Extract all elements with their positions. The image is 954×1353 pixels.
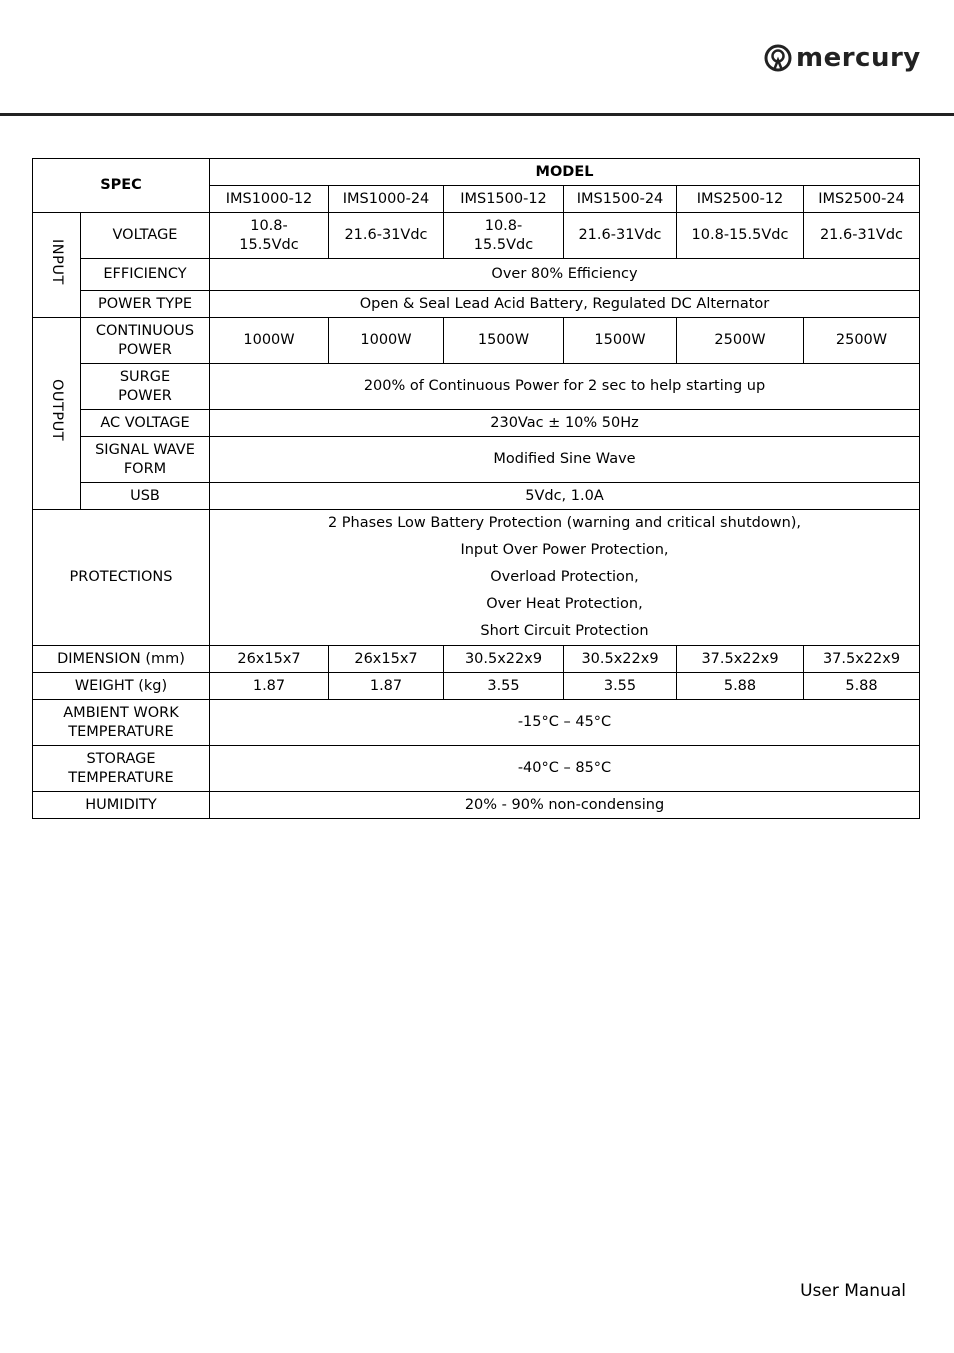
ac-voltage-label: AC VOLTAGE [81, 410, 210, 437]
header-rule [0, 113, 954, 116]
continuous-power-value: 1000W [210, 318, 329, 364]
weight-value: 3.55 [564, 673, 677, 700]
voltage-value: 21.6-31Vdc [329, 213, 444, 259]
model-name: IMS1500-12 [444, 186, 564, 213]
dimension-value: 37.5x22x9 [677, 646, 804, 673]
dimension-value: 30.5x22x9 [444, 646, 564, 673]
model-name: IMS1000-12 [210, 186, 329, 213]
efficiency-label: EFFICIENCY [81, 259, 210, 291]
continuous-power-value: 2500W [804, 318, 920, 364]
protection-item: Over Heat Protection, [486, 596, 643, 612]
dimension-value: 37.5x22x9 [804, 646, 920, 673]
power-type-label: POWER TYPE [81, 291, 210, 318]
signal-wave-form-label: SIGNAL WAVE FORM [81, 437, 210, 483]
voltage-value: 10.8- 15.5Vdc [210, 213, 329, 259]
dimension-label: DIMENSION (mm) [33, 646, 210, 673]
power-type-value: Open & Seal Lead Acid Battery, Regulated DC Alternator [210, 291, 920, 318]
protections-label: PROTECTIONS [33, 510, 210, 646]
weight-value: 3.55 [444, 673, 564, 700]
weight-value: 5.88 [804, 673, 920, 700]
voltage-value: 10.8- 15.5Vdc [444, 213, 564, 259]
model-name: IMS2500-12 [677, 186, 804, 213]
humidity-value: 20% - 90% non-condensing [210, 792, 920, 819]
output-group-label: OUTPUT [33, 318, 81, 510]
model-name: IMS1000-24 [329, 186, 444, 213]
continuous-power-label: CONTINUOUS POWER [81, 318, 210, 364]
dimension-value: 26x15x7 [210, 646, 329, 673]
brand-logo [764, 42, 921, 74]
surge-power-label: SURGE POWER [81, 364, 210, 410]
mercury-logo-icon [764, 44, 792, 72]
model-header: MODEL [210, 159, 920, 186]
footer-label: User Manual [800, 1281, 906, 1301]
signal-wave-form-value: Modified Sine Wave [210, 437, 920, 483]
protection-item: Short Circuit Protection [480, 623, 649, 639]
protection-item: 2 Phases Low Battery Protection (warning and critical shutdown), [327, 515, 802, 531]
ac-voltage-value: 230Vac ± 10% 50Hz [210, 410, 920, 437]
model-name: IMS1500-24 [564, 186, 677, 213]
voltage-label: VOLTAGE [81, 213, 210, 259]
continuous-power-value: 1500W [444, 318, 564, 364]
spec-table [32, 158, 920, 819]
ambient-temp-value: -15°C – 45°C [210, 700, 920, 746]
voltage-value: 10.8-15.5Vdc [677, 213, 804, 259]
surge-power-value: 200% of Continuous Power for 2 sec to help starting up [210, 364, 920, 410]
logo-text: mercury [796, 43, 921, 73]
weight-value: 5.88 [677, 673, 804, 700]
usb-label: USB [81, 483, 210, 510]
weight-label: WEIGHT (kg) [33, 673, 210, 700]
protection-item: Overload Protection, [490, 569, 639, 585]
continuous-power-value: 1500W [564, 318, 677, 364]
efficiency-value: Over 80% Efficiency [210, 259, 920, 291]
storage-temp-label: STORAGE TEMPERATURE [33, 746, 210, 792]
usb-value: 5Vdc, 1.0A [210, 483, 920, 510]
continuous-power-value: 1000W [329, 318, 444, 364]
model-name: IMS2500-24 [804, 186, 920, 213]
protection-item: Input Over Power Protection, [460, 542, 669, 558]
continuous-power-value: 2500W [677, 318, 804, 364]
input-group-label: INPUT [33, 213, 81, 318]
weight-value: 1.87 [210, 673, 329, 700]
dimension-value: 26x15x7 [329, 646, 444, 673]
protections-value [210, 510, 920, 646]
weight-value: 1.87 [329, 673, 444, 700]
dimension-value: 30.5x22x9 [564, 646, 677, 673]
ambient-temp-label: AMBIENT WORK TEMPERATURE [33, 700, 210, 746]
voltage-value: 21.6-31Vdc [564, 213, 677, 259]
voltage-value: 21.6-31Vdc [804, 213, 920, 259]
spec-header: SPEC [33, 159, 210, 213]
storage-temp-value: -40°C – 85°C [210, 746, 920, 792]
humidity-label: HUMIDITY [33, 792, 210, 819]
